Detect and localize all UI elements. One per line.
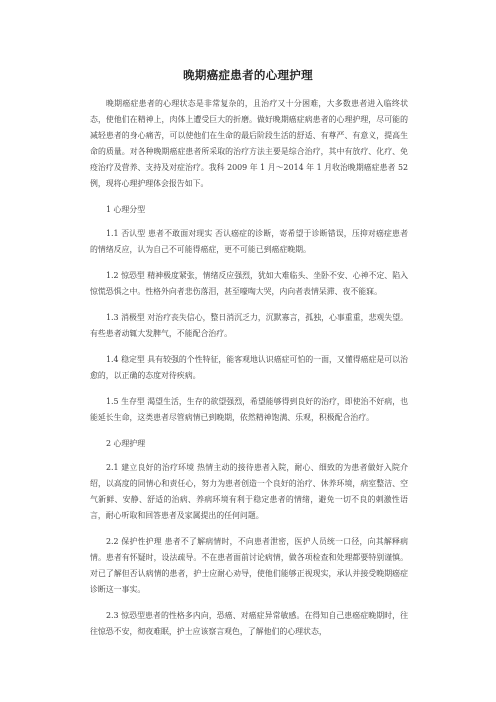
- paragraph-panic-type: 1.2 惊恐型 精神极度紧张，情绪反应强烈，犹如大难临头、坐卧不安、心神不定、陷入惊慌恐惧之中。性格外向者悲伤落泪，甚至嚎啕大哭，内向者表情呆滞、夜不能寐。: [90, 271, 408, 296]
- document-body: [90, 96, 408, 650]
- paragraph-panic-patients: 2.3 惊恐型患者的性格多内向，恐癌、对癌症异常敏感。在得知自己患癌症晚期时，往往惊恐不安，彻夜难眠，护士应该察言观色，了解他们的心理状态，: [90, 611, 408, 636]
- paragraph-protective-nursing: 2.2 保护性护理 患者不了解病情时，不向患者泄密，医护人员统一口径，向其解释病情。患者有怀疑时，设法疏导。不在患者面前讨论病情，做各项检查和处理都要特别谨慎。对已了解但否认病情的患者，护士应耐心劝导，使他们能够正视现实，承认并接受晚期癌症诊断这一事实。: [90, 537, 408, 594]
- paragraph-negative-type: 1.3 消极型 对治疗丧失信心，整日消沉乏力，沉默寡言，孤独，心事重重，悲观失望。有些患者动辄大发脾气，不能配合治疗。: [90, 313, 408, 338]
- document-title: 晚期癌症患者的心理护理: [183, 68, 313, 82]
- paragraph-treatment-environment: 2.1 建立良好的治疗环境 热情主动的接待患者入院，耐心、细致的为患者做好入院介绍，以高度的同情心和责任心，努力为患者创造一个良好的治疗、休养环境，病室整洁、空气新鲜、安静、舒适的治病、养病环境有利于稳定患者的情绪，避免一切不良的刺激性语言，耐心听取和回答患者及家属提出的任何问题。: [90, 463, 408, 520]
- paragraph-denial-type: 1.1 否认型 患者不敢面对现实 否认癌症的诊断，寄希望于诊断错误，压抑对癌症患者的情绪反应，认为自己不可能得癌症，更不可能已到癌症晚期。: [90, 229, 408, 254]
- paragraph-stable-type: 1.4 稳定型 具有较强的个性特征，能客观地认识癌症可怕的一面，又懂得癌症是可以治愈的，以正确的态度对待疾病。: [90, 355, 408, 380]
- section-heading-psychological-nursing: 2 心理护理: [106, 439, 146, 448]
- intro-paragraph: 晚期癌症患者的心理状态是非常复杂的，且治疗又十分困难，大多数患者进入临终状态，使他们在精神上，肉体上遭受巨大的折磨。做好晚期癌症病患者的心理护理，尽可能的减轻患者的身心痛苦，可以使他们在生命的最后阶段生活的舒适、有尊严、有意义，提高生命的质量。对各种晚期癌症患者所采取的治疗方法主要是综合治疗，其中有放疗、化疗、免疫治疗及营养、支持及对症治疗。我科 2009 年 1 月～2014 年 1 月收治晚期癌症患者 52 例，现将心理护理体会报告如下。: [90, 99, 408, 188]
- section-heading-psychological-types: 1 心理分型: [106, 205, 146, 214]
- paragraph-survival-type: 1.5 生存型 渴望生活，生存的欲望强烈，希望能够得到良好的治疗，即使治不好病，也能延长生命，这类患者尽管病情已到晚期，依然精神饱满、乐观，积极配合治疗。: [90, 397, 408, 422]
